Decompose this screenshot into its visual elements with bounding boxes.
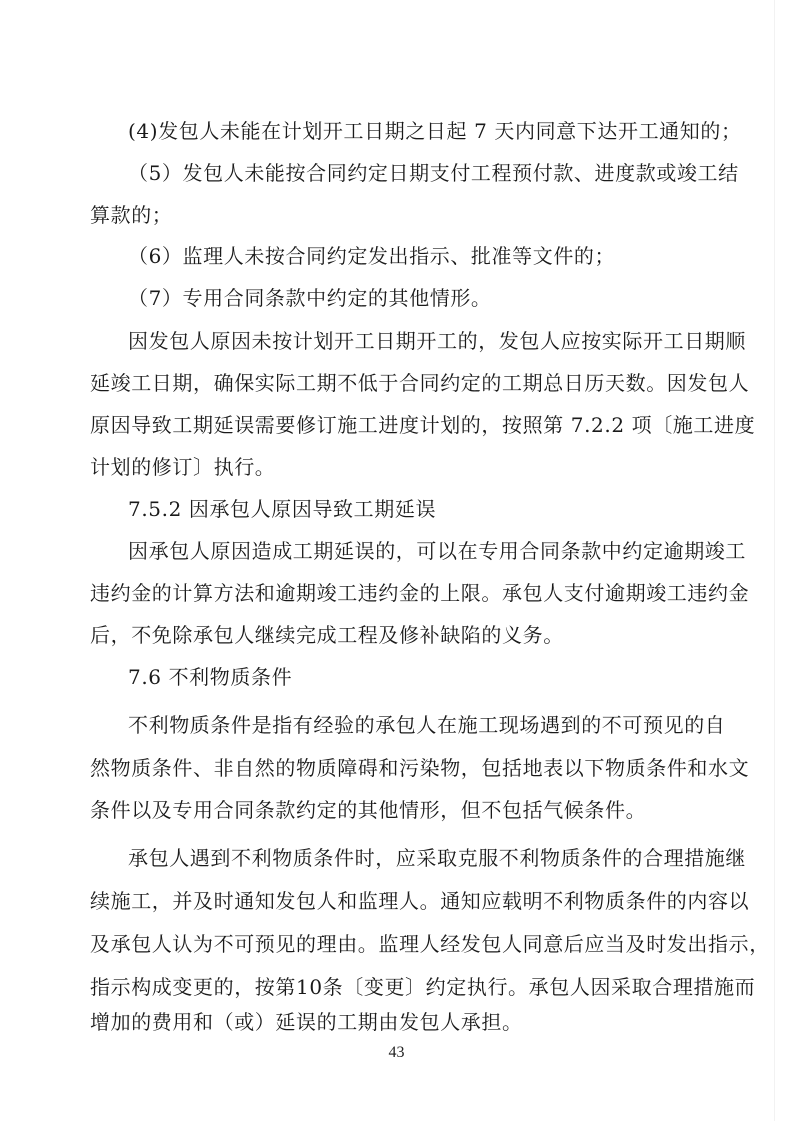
paragraph-text: 及承包人认为不可预见的理由。监理人经发包人同意后应当及时发出指示， [90,932,770,956]
section-heading-7-5-2: 7.5.2 因承包人原因导致工期延误 [128,497,437,521]
paragraph-text: 原因导致工期延误需要修订施工进度计划的，按照第 7.2.2 项〔施工进度 [90,413,756,437]
clause-item-5: （5）发包人未能按合同约定日期支付工程预付款、进度款或竣工结 [128,161,739,185]
paragraph-text: 承包人遇到不利物质条件时，应采取克服不利物质条件的合理措施继 [128,846,746,870]
paragraph-text: 续施工，并及时通知发包人和监理人。通知应载明不利物质条件的内容以 [90,889,750,913]
clause-item-7: （7）专用合同条款中约定的其他情形。 [128,286,492,310]
paragraph-text: 延竣工日期，确保实际工期不低于合同约定的工期总日历天数。因发包人 [90,371,750,395]
page-number: 43 [388,1044,405,1061]
paragraph-text: 增加的费用和（或）延误的工期由发包人承担。 [90,1010,523,1034]
section-heading-7-6: 7.6 不利物质条件 [128,665,293,689]
paragraph-text: 不利物质条件是指有经验的承包人在施工现场遇到的不可预见的自 [128,713,726,737]
paragraph-text: 指示构成变更的，按第10条〔变更〕约定执行。承包人因采取合理措施而 [90,975,756,999]
scan-edge-shadow [774,0,775,1121]
paragraph-text: 因承包人原因造成工期延误的，可以在专用合同条款中约定逾期竣工 [128,539,746,563]
clause-item-6: （6）监理人未按合同约定发出指示、批准等文件的； [128,244,616,268]
clause-item-5-continued: 算款的； [90,203,173,227]
paragraph-text: 然物质条件、非自然的物质障碍和污染物，包括地表以下物质条件和水文 [90,756,750,780]
paragraph-text: 计划的修订〕执行。 [90,455,276,479]
paragraph-text: 违约金的计算方法和逾期竣工违约金的上限。承包人支付逾期竣工违约金 [90,581,750,605]
paragraph-text: 后，不免除承包人继续完成工程及修补缺陷的义务。 [90,623,564,647]
paragraph-text: 条件以及专用合同条款约定的其他情形，但不包括气候条件。 [90,798,647,822]
clause-item-4: (4)发包人未能在计划开工日期之日起 7 天内同意下达开工通知的； [128,119,742,143]
paragraph-text: 因发包人原因未按计划开工日期开工的，发包人应按实际开工日期顺 [128,329,746,353]
